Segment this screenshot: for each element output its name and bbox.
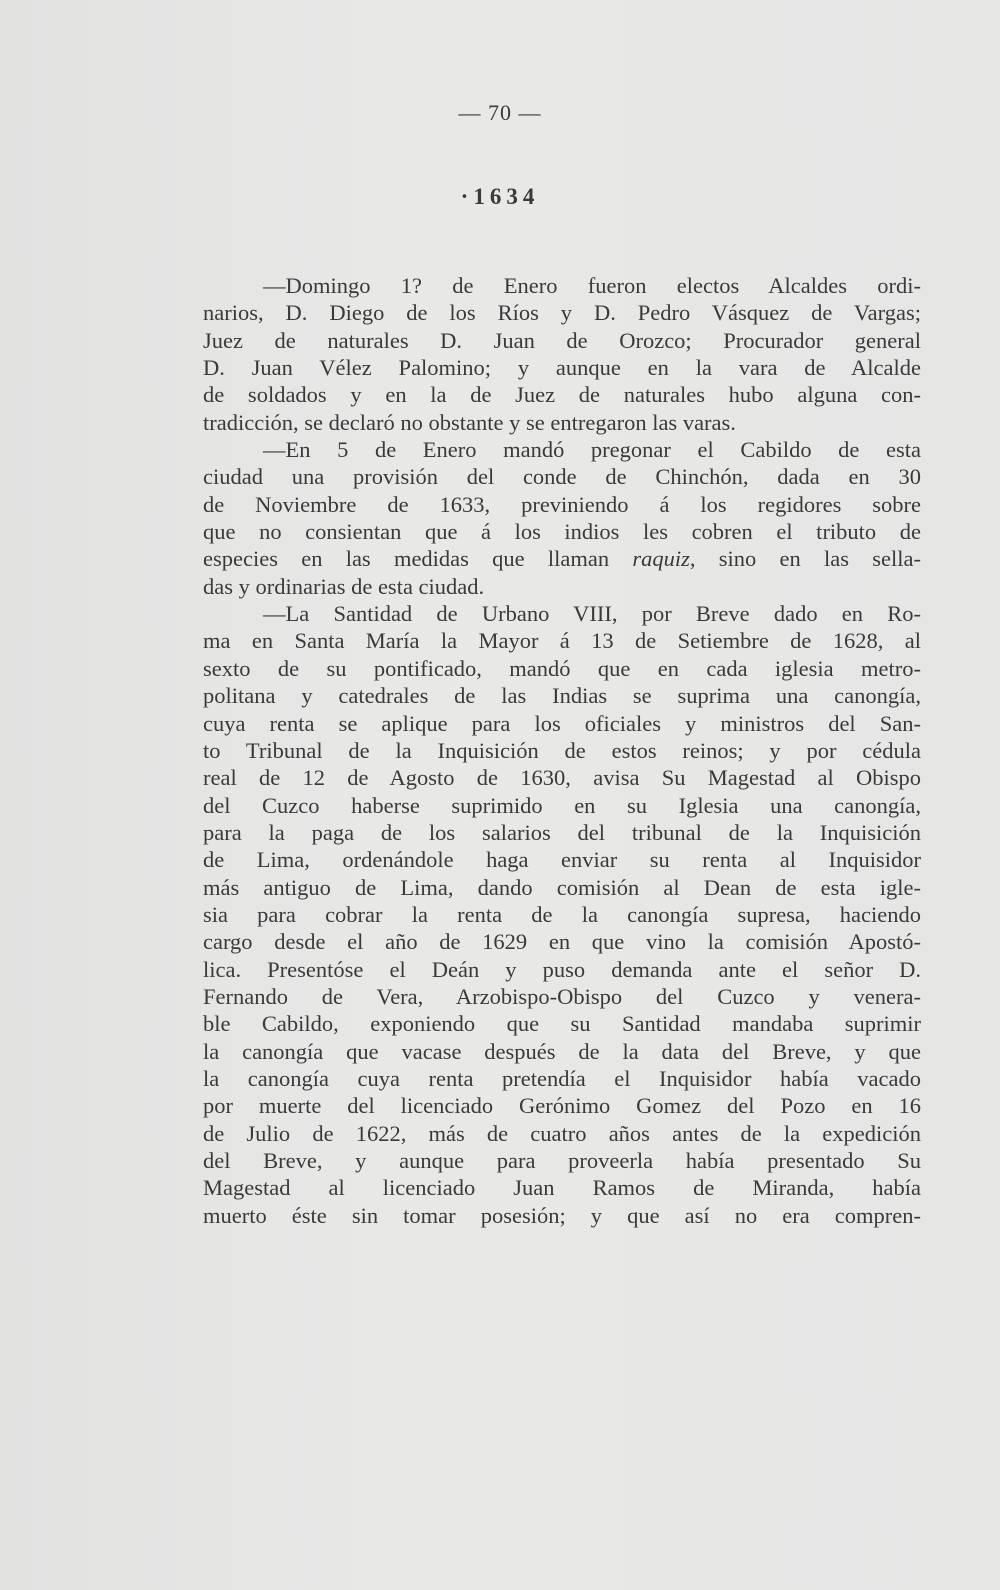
text-line: das y ordinarias de esta ciudad. <box>203 573 485 599</box>
body-text <box>203 272 921 1229</box>
text-line: sia para cobrar la renta de la canongía supresa, haciendo <box>203 901 921 927</box>
text-line: ciudad una provisión del conde de Chinchón, dada en 30 <box>203 464 921 490</box>
page-number: — 70 — <box>458 100 542 125</box>
text-line: lica. Presentóse el Deán y puso demanda ante el señor D. <box>203 956 921 982</box>
text-line: la canongía cuya renta pretendía el Inquisidor había vacado <box>203 1065 921 1091</box>
text-line: Juez de naturales D. Juan de Orozco; Procurador general <box>203 327 921 353</box>
year-heading: ·1634 <box>460 184 540 209</box>
italic-term: raquiz <box>632 546 690 572</box>
text-segment: , sino en las sella- <box>689 546 921 572</box>
text-segment: especies en las medidas que llaman <box>203 546 610 572</box>
text-line: muerto éste sin tomar posesión; y que así no era compren- <box>203 1202 921 1228</box>
text-line: más antiguo de Lima, dando comisión al Dean de esta igle- <box>203 874 921 900</box>
text-line: de Noviembre de 1633, previniendo á los regidores sobre <box>203 491 921 517</box>
text-line: que no consientan que á los indios les cobren el tributo de <box>203 519 921 545</box>
text-line: to Tribunal de la Inquisición de estos reinos; y por cédula <box>203 737 921 763</box>
text-line: cuya renta se aplique para los oficiales y ministros del San- <box>203 710 921 736</box>
text-line: de Julio de 1622, más de cuatro años antes de la expedición <box>203 1120 921 1146</box>
text-line: —En 5 de Enero mandó pregonar el Cabildo de esta <box>263 437 921 463</box>
text-line: la canongía que vacase después de la data del Breve, y que <box>203 1038 921 1064</box>
text-line-with-italic <box>203 545 921 572</box>
text-line: de soldados y en la de Juez de naturales hubo alguna con- <box>203 382 921 408</box>
text-line: cargo desde el año de 1629 en que vino la comisión Apostó- <box>203 929 921 955</box>
text-line: —La Santidad de Urbano VIII, por Breve dado en Ro- <box>263 601 921 627</box>
text-line: sexto de su pontificado, mandó que en cada iglesia metro- <box>203 655 921 681</box>
text-line: —Domingo 1? de Enero fueron electos Alcaldes ordi- <box>263 273 921 298</box>
text-line: Fernando de Vera, Arzobispo-Obispo del Cuzco y venera- <box>203 983 921 1009</box>
text-line: narios, D. Diego de los Ríos y D. Pedro Vásquez de Vargas; <box>203 300 921 326</box>
text-line: tradicción, se declaró no obstante y se entregaron las varas. <box>203 409 736 435</box>
text-line: politana y catedrales de las Indias se suprima una canongía, <box>203 683 921 709</box>
text-line: del Cuzco haberse suprimido en su Iglesia una canongía, <box>203 792 921 818</box>
text-line: por muerte del licenciado Gerónimo Gomez del Pozo en 16 <box>203 1093 921 1119</box>
text-line: D. Juan Vélez Palomino; y aunque en la vara de Alcalde <box>203 355 921 381</box>
text-line: ma en Santa María la Mayor á 13 de Setiembre de 1628, al <box>203 628 921 654</box>
text-line: real de 12 de Agosto de 1630, avisa Su Magestad al Obispo <box>203 765 921 791</box>
text-line: del Breve, y aunque para proveerla había presentado Su <box>203 1148 921 1173</box>
text-line: ble Cabildo, exponiendo que su Santidad mandaba suprimir <box>203 1011 921 1037</box>
text-line: Magestad al licenciado Juan Ramos de Miranda, había <box>203 1175 921 1201</box>
text-line: para la paga de los salarios del tribunal de la Inquisición <box>203 819 921 845</box>
text-line: de Lima, ordenándole haga enviar su renta al Inquisidor <box>203 847 921 873</box>
